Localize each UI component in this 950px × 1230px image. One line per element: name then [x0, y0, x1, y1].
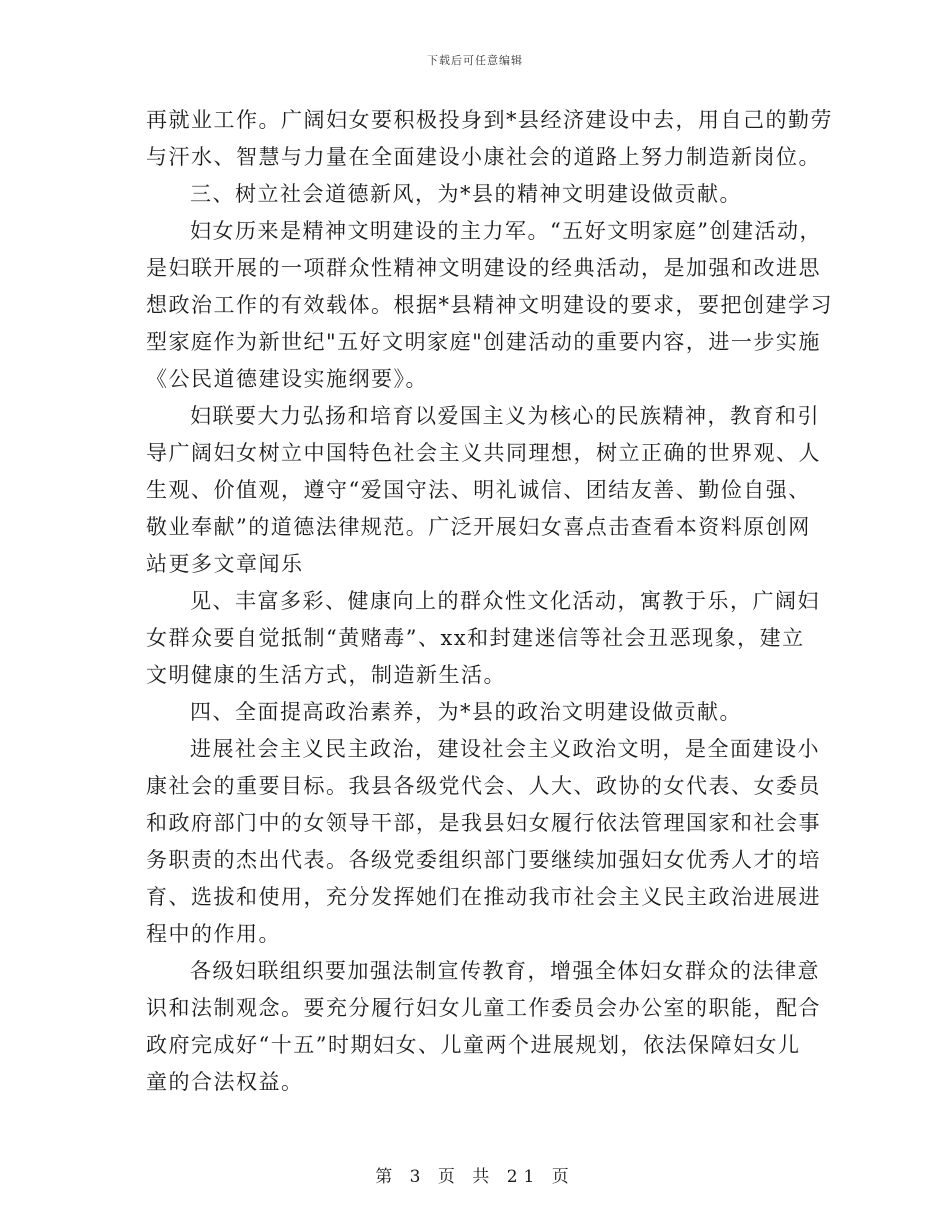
text-line: 女群众要自觉抵制“黄赌毒”、xx和封建迷信等社会丑恶现象，建立: [146, 626, 805, 650]
text-line: 想政治工作的有效载体。根据*县精神文明建设的要求，要把创建学习: [146, 293, 833, 317]
page-number-footer: 第 3 页 共 21 页: [375, 1167, 575, 1187]
text-line: 育、选拔和使用，充分发挥她们在推动我市社会主义民主政治进展进: [146, 885, 821, 909]
text-line: 是妇联开展的一项群众性精神文明建设的经典活动，是加强和改进思: [146, 256, 821, 280]
section-heading: 四、全面提高政治素养，为*县的政治文明建设做贡献。: [190, 700, 742, 724]
text-line: 妇联要大力弘扬和培育以爱国主义为核心的民族精神，教育和引: [190, 404, 820, 428]
text-line: 与汗水、智慧与力量在全面建设小康社会的道路上努力制造新岗位。: [146, 145, 821, 169]
text-line: 见、丰富多彩、健康向上的群众性文化活动，寓教于乐，广阔妇: [190, 589, 820, 613]
page-header: 下载后可任意编辑: [427, 54, 523, 67]
text-line: 生观、价值观，遵守“爱国守法、明礼诚信、团结友善、勤俭自强、: [146, 478, 811, 502]
text-line: 敬业奉献”的道德法律规范。广泛开展妇女喜点击查看本资料原创网: [146, 515, 811, 539]
text-line: 文明健康的生活方式，制造新生活。: [146, 663, 506, 687]
text-line: 进展社会主义民主政治，建设社会主义政治文明，是全面建设小: [190, 737, 820, 761]
text-line: 《公民道德建设实施纲要》。: [146, 367, 428, 391]
text-line: 型家庭作为新世纪"五好文明家庭"创建活动的重要内容，进一步实施: [146, 330, 821, 354]
section-heading: 三、树立社会道德新风，为*县的精神文明建设做贡献。: [190, 182, 742, 206]
document-body: [146, 102, 833, 1101]
text-line: 童的合法权益。: [146, 1070, 304, 1094]
text-line: 各级妇联组织要加强法制宣传教育，增强全体妇女群众的法律意: [190, 959, 820, 983]
text-line: 程中的作用。: [146, 922, 281, 946]
text-line: 务职责的杰出代表。各级党委组织部门要继续加强妇女优秀人才的培: [146, 848, 821, 872]
text-line: 和政府部门中的女领导干部，是我县妇女履行依法管理国家和社会事: [146, 811, 821, 835]
text-line: 识和法制观念。要充分履行妇女儿童工作委员会办公室的职能，配合: [146, 996, 821, 1020]
text-line: 康社会的重要目标。我县各级党代会、人大、政协的女代表、女委员: [146, 774, 821, 798]
text-line: 站更多文章闻乐: [146, 552, 304, 576]
text-line: 导广阔妇女树立中国特色社会主义共同理想，树立正确的世界观、人: [146, 441, 821, 465]
text-line: 政府完成好“十五”时期妇女、儿童两个进展规划，依法保障妇女儿: [146, 1033, 801, 1057]
text-line: 再就业工作。广阔妇女要积极投身到*县经济建设中去，用自己的勤劳: [146, 108, 833, 132]
text-line: 妇女历来是精神文明建设的主力军。“五好文明家庭”创建活动，: [190, 219, 822, 243]
